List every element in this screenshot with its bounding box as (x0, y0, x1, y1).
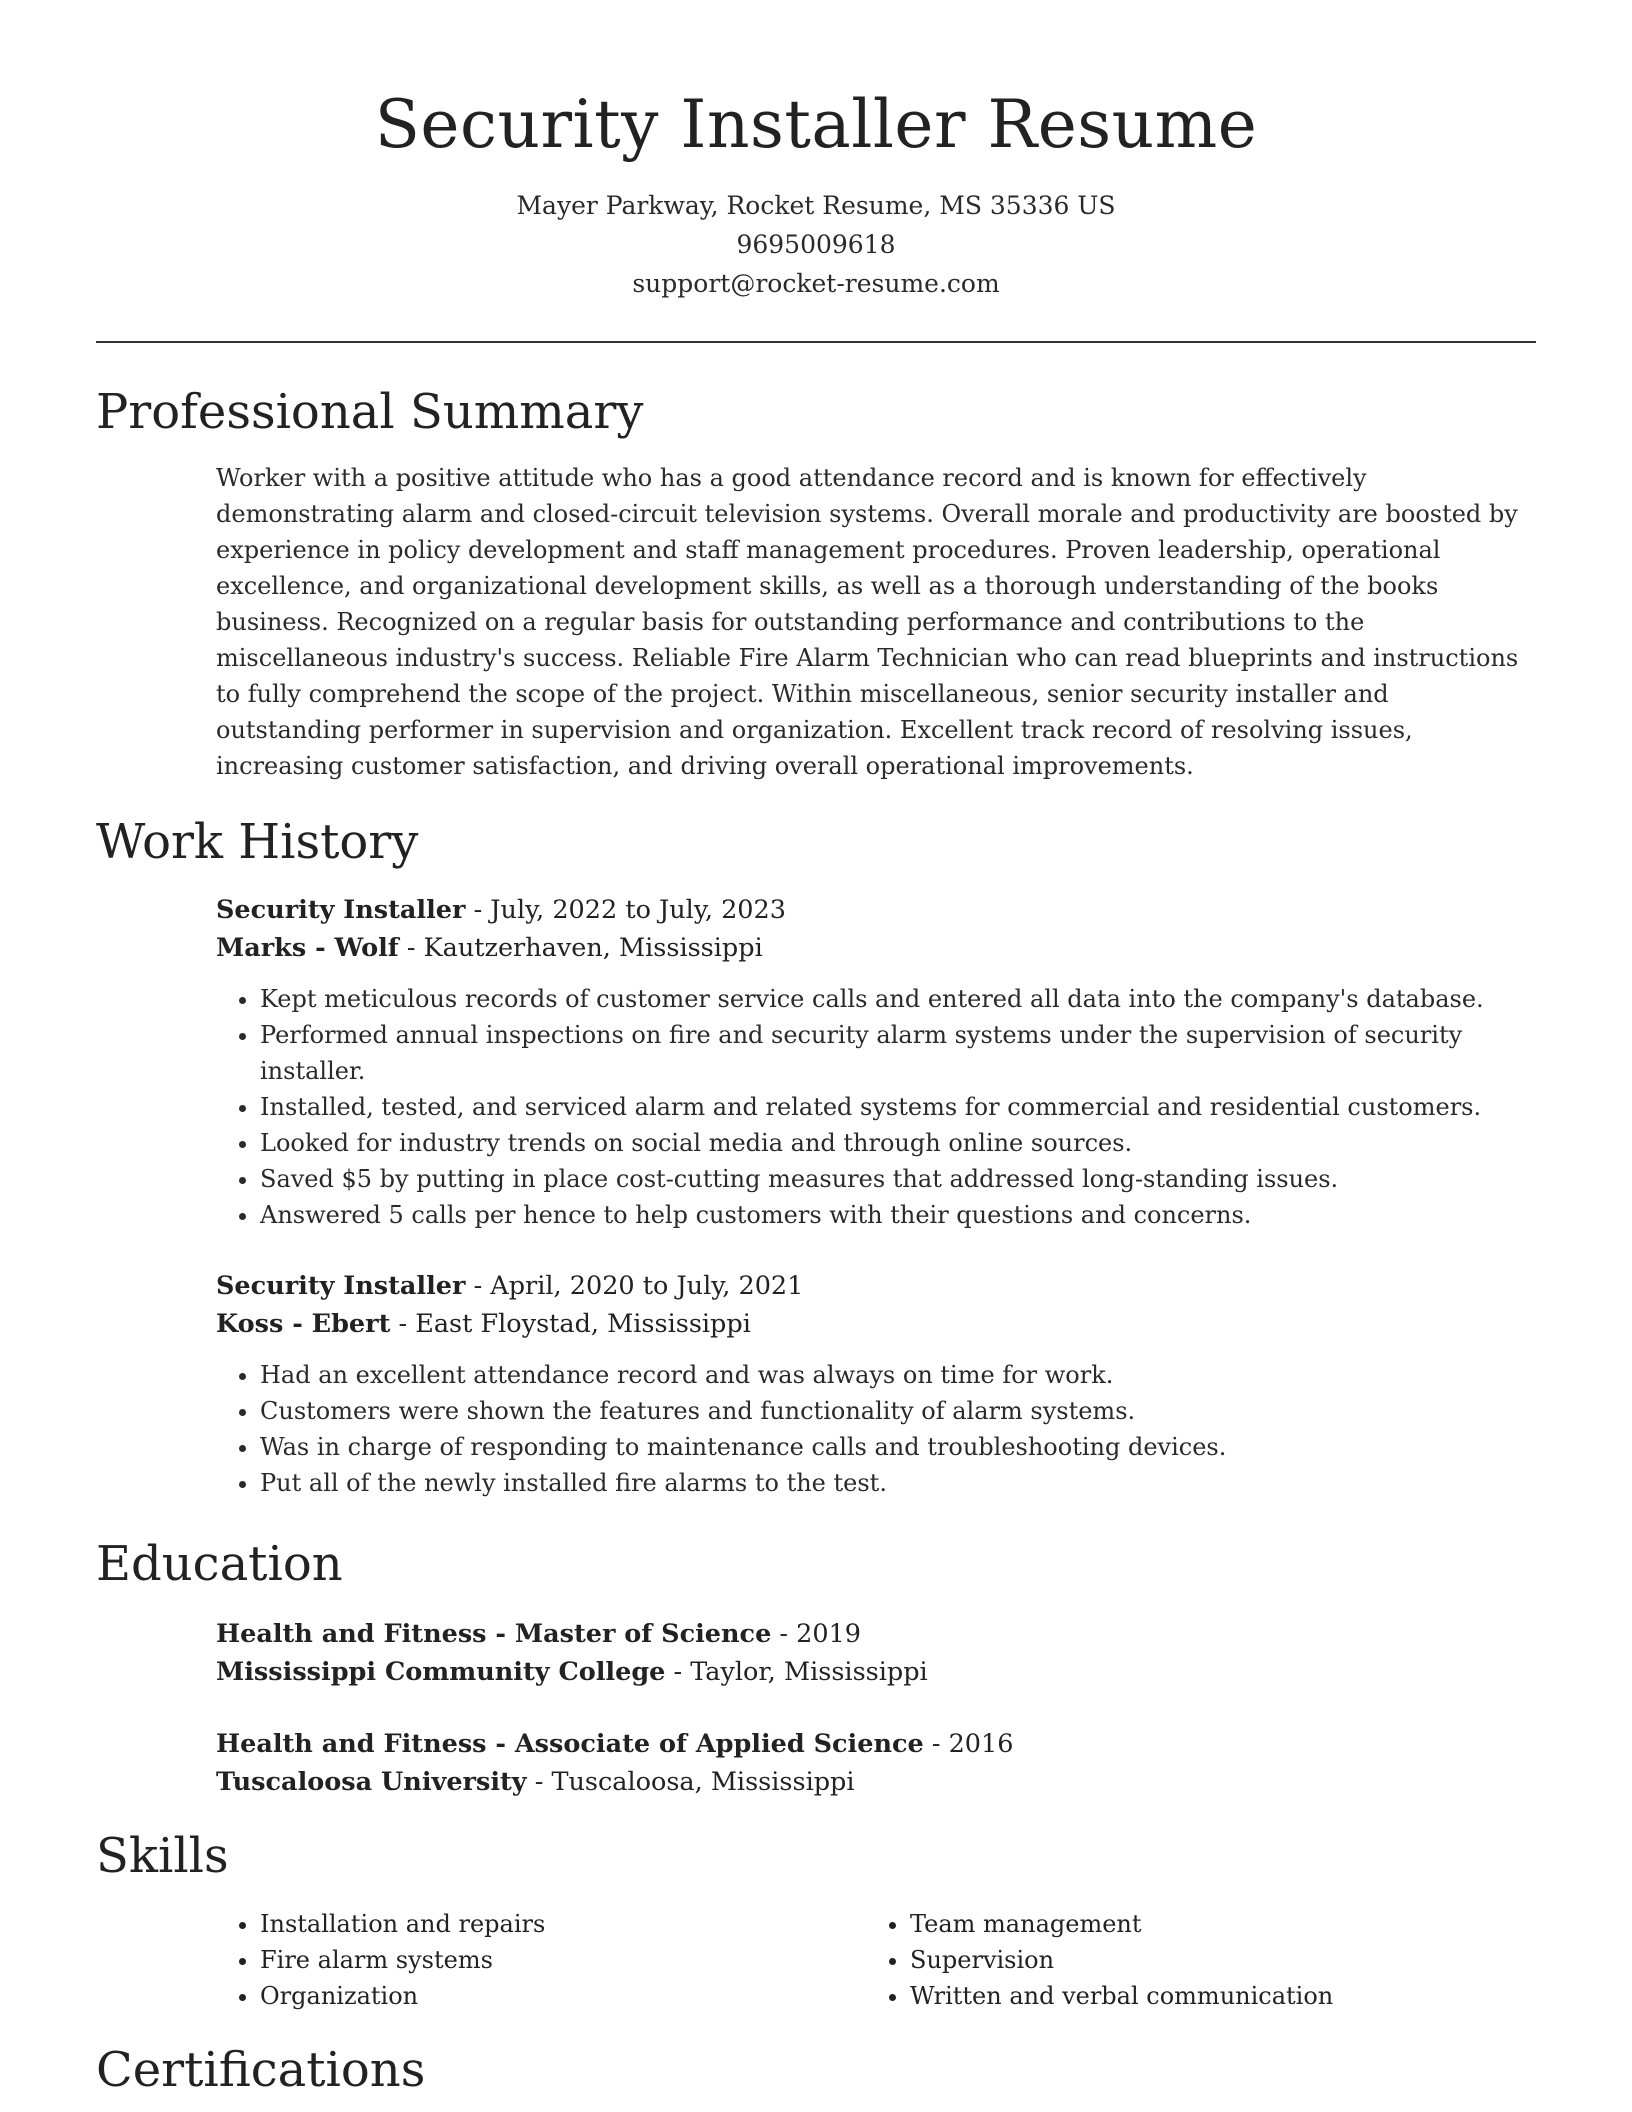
degree-year: - 2016 (923, 1729, 1014, 1759)
header-divider (96, 341, 1536, 343)
school-name: Mississippi Community College (216, 1657, 666, 1687)
job-duty: • Looked for industry trends on social media and through online sources. (260, 1125, 1538, 1161)
job-title-line (216, 1267, 1538, 1305)
degree-line (216, 1615, 1538, 1653)
skills-heading: Skills (96, 1828, 229, 1884)
job-company-line (216, 1305, 1538, 1343)
education-entry (216, 1725, 1538, 1801)
job-location: - East Floystad, Mississippi (390, 1309, 751, 1339)
job-duty: • Had an excellent attendance record and was always on time for work. (260, 1357, 1538, 1393)
education-entry (216, 1615, 1538, 1691)
job-duty: • Customers were shown the features and functionality of alarm systems. (260, 1393, 1538, 1429)
resume-header (96, 80, 1536, 303)
skills-list (866, 1906, 1516, 2014)
job-company-line (216, 929, 1538, 967)
job-title-line (216, 891, 1538, 929)
skills-column-left (216, 1906, 866, 2014)
job-duty: • Performed annual inspections on fire and security alarm systems under the supervision of security installer. (260, 1017, 1538, 1089)
job-dates: - July, 2022 to July, 2023 (465, 895, 786, 925)
skill-item: • Written and verbal communication (910, 1978, 1516, 2014)
summary-heading: Professional Summary (96, 384, 644, 440)
job-company: Koss - Ebert (216, 1309, 391, 1339)
job-title: Security Installer (216, 1271, 466, 1301)
school-location: - Tuscaloosa, Mississippi (526, 1767, 855, 1797)
job-duty: • Put all of the newly installed fire alarms to the test. (260, 1465, 1538, 1501)
contact-address: Mayer Parkway, Rocket Resume, MS 35336 US (516, 191, 1116, 220)
work-history-heading: Work History (96, 814, 419, 870)
skill-item: • Installation and repairs (260, 1906, 866, 1942)
degree-field: Health and Fitness - Master of Science (216, 1619, 772, 1649)
education-heading: Education (96, 1536, 343, 1592)
skill-item: • Team management (910, 1906, 1516, 1942)
skills-column-right (866, 1906, 1516, 2014)
certifications-heading: Certifications (96, 2042, 426, 2098)
job-duty: • Saved $5 by putting in place cost-cutting measures that addressed long-standing issues. (260, 1161, 1538, 1197)
job-entry (216, 891, 1538, 1233)
school-location: - Taylor, Mississippi (665, 1657, 928, 1687)
school-line (216, 1653, 1538, 1691)
job-duties-list (216, 1357, 1538, 1501)
contact-email: support@rocket-resume.com (632, 269, 1000, 298)
school-name: Tuscaloosa University (216, 1767, 527, 1797)
contact-phone: 9695009618 (736, 230, 896, 259)
job-location: - Kautzerhaven, Mississippi (398, 933, 763, 963)
resume-title: Security Installer Resume (374, 86, 1258, 163)
degree-field: Health and Fitness - Associate of Applied Science (216, 1729, 924, 1759)
skills-grid (216, 1906, 1538, 2014)
degree-year: - 2019 (771, 1619, 862, 1649)
skills-list (216, 1906, 866, 2014)
job-duty: • Installed, tested, and serviced alarm and related systems for commercial and residential customers. (260, 1089, 1538, 1125)
job-dates: - April, 2020 to July, 2021 (465, 1271, 804, 1301)
skill-item: • Organization (260, 1978, 866, 2014)
degree-line (216, 1725, 1538, 1763)
job-title: Security Installer (216, 895, 466, 925)
job-entry (216, 1267, 1538, 1501)
job-duties-list (216, 981, 1538, 1233)
school-line (216, 1763, 1538, 1801)
summary-text: Worker with a positive attitude who has a good attendance record and is known for effectively demonstrating alarm and closed-circuit television systems. Overall morale and productivity are boosted by experience in policy development and staff management procedures. Proven leadership, operational excellence, and organizational development skills, as well as a thorough understanding of the books business. Recognized on a regular basis for outstanding performance and contributions to the miscellaneous industry's success. Reliable Fire Alarm Technician who can read blueprints and instructions to fully comprehend the scope of the project. Within miscellaneous, senior security installer and outstanding performer in supervision and organization. Excellent track record of resolving issues, increasing customer satisfaction, and driving overall operational improvements. (216, 464, 1519, 780)
job-duty: • Was in charge of responding to maintenance calls and troubleshooting devices. (260, 1429, 1538, 1465)
job-duty: • Kept meticulous records of customer service calls and entered all data into the company's database. (260, 981, 1538, 1017)
job-duty: • Answered 5 calls per hence to help customers with their questions and concerns. (260, 1197, 1538, 1233)
skill-item: • Fire alarm systems (260, 1942, 866, 1978)
skill-item: • Supervision (910, 1942, 1516, 1978)
job-company: Marks - Wolf (216, 933, 399, 963)
